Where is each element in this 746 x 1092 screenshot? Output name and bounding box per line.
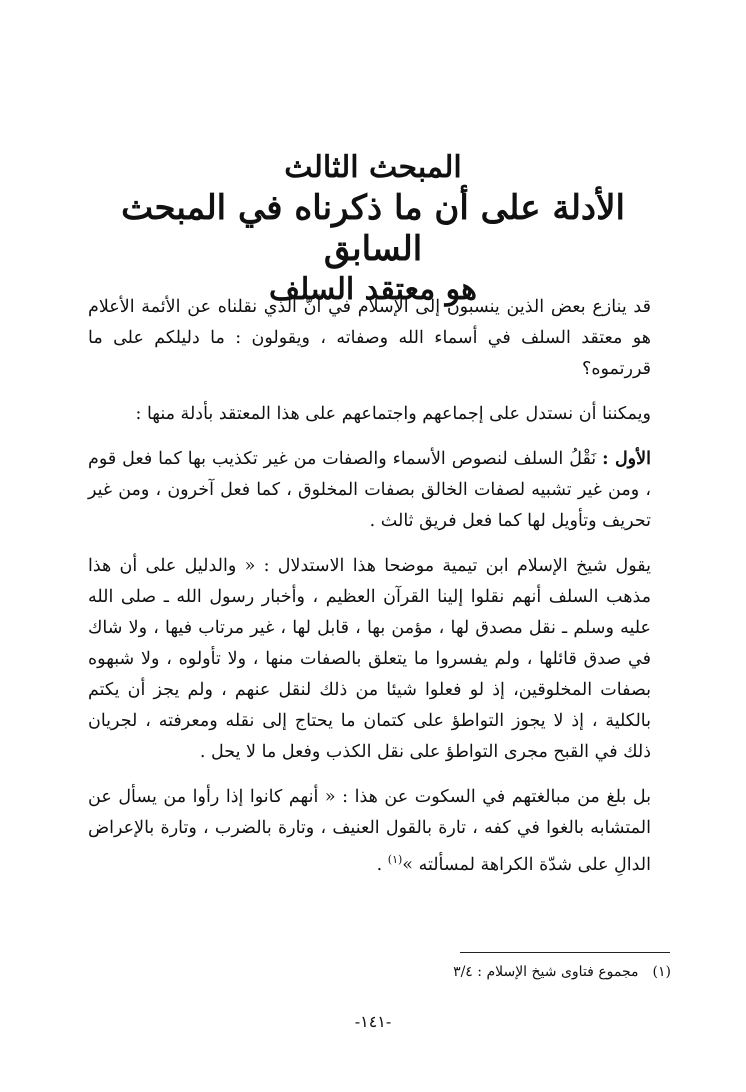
- section-subtitle-line2: هو معتقد السلف: [269, 271, 477, 307]
- paragraph-1: قد ينازع بعض الذين ينسبون إلى الإسلام في أنَّ الذي نقلناه عن الأئمة الأعلام هو معتقد السلف في أسماء الله وصفاته ، ويقولون : ما دليلكم على ما قررتموه؟: [88, 297, 651, 379]
- chapter-heading: [70, 150, 676, 308]
- paragraph-5: [88, 782, 651, 881]
- section-title: المبحث الثالث: [284, 150, 462, 185]
- footnote-reference[interactable]: (١): [387, 853, 403, 866]
- paragraph-4: يقول شيخ الإسلام ابن تيمية موضحا هذا الاستدلال : « والدليل على أن هذا مذهب السلف أنهم نقلوا إلينا القرآن العظيم ، وأخبار رسول الله ـ صلى الله عليه وسلم ـ نقل مصدق لها ، مؤمن بها ، قابل لها ، غير مرتاب فيها ، ولا شاك في صدق قائلها ، ولم يفسروا ما يتعلق بالصفات منها ، ولا تأولوه ، ولا شبهوه بصفات المخلوقين، إذ لو فعلوا شيئا من ذلك لنقل عنهم ، ولم يجز أن يكتم بالكلية ، إذ لا يجوز التواطؤ على كتمان ما يحتاج إلى نقله ومعرفته ، لجريان ذلك في القبح مجرى التواطؤ على نقل الكذب وفعل ما لا يحل .: [88, 556, 651, 762]
- body-text: [88, 292, 651, 895]
- section-subtitle: الأدلة على أن ما ذكرناه في المبحث السابق: [121, 188, 625, 269]
- paragraph-5-end: .: [376, 854, 388, 875]
- footnote: [88, 962, 671, 982]
- page-number: -١٤١-: [354, 1012, 392, 1031]
- paragraph-3-text: نَقْلُ السلف لنصوص الأسماء والصفات من غير تكذيب بها كما فعل قوم ، ومن غير تشبيه لصفات الخالق بصفات المخلوق ، كما فعل آخرون ، ومن غير تحريف وتأويل لها كما فعل فريق ثالث .: [88, 449, 651, 531]
- footnote-number: (١): [652, 964, 671, 980]
- paragraph-5-text: بل بلغ من مبالغتهم في السكوت عن هذا : « أنهم كانوا إذا رأوا من يسأل عن المتشابه بالغوا في كفه ، تارة بالقول العنيف ، وتارة بالضرب ، وتارة بالإعراض الدالِ على شدّة الكراهة لمسألته »: [88, 787, 651, 875]
- footnote-divider: [460, 952, 670, 953]
- footnote-text: مجموع فتاوى شيخ الإسلام : ٣/٤: [453, 964, 639, 980]
- paragraph-3: [88, 444, 651, 537]
- paragraph-3-lead: الأول :: [602, 449, 651, 469]
- paragraph-2: ويمكننا أن نستدل على إجماعهم واجتماعهم على هذا المعتقد بأدلة منها :: [135, 404, 651, 424]
